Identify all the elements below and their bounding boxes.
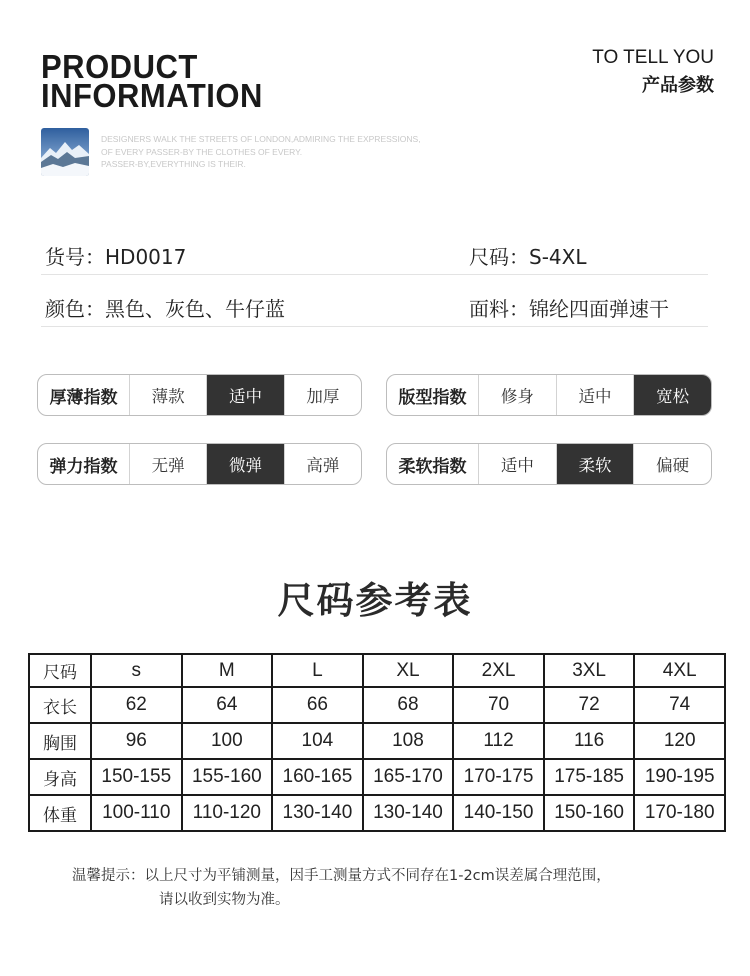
table-cell: 116	[544, 723, 635, 759]
table-cell: 112	[453, 723, 544, 759]
index-option-selected: 微弹	[207, 444, 284, 484]
note-line-2: 请以收到实物为准。	[159, 892, 290, 908]
table-cell: 66	[272, 687, 363, 723]
row-header: 体重	[29, 795, 91, 831]
index-label: 柔软指数	[387, 444, 479, 484]
index-label: 厚薄指数	[38, 375, 130, 415]
table-cell: 175-185	[544, 759, 635, 795]
table-cell: 130-140	[272, 795, 363, 831]
index-option: 偏硬	[656, 456, 690, 475]
title-line-2: INFORMATION	[41, 76, 263, 115]
table-cell: 100-110	[91, 795, 182, 831]
table-cell: 72	[544, 687, 635, 723]
table-cell: 190-195	[634, 759, 725, 795]
table-row	[29, 795, 725, 831]
fit-index	[386, 374, 712, 416]
row-header: 胸围	[29, 723, 91, 759]
fabric-info: 面料：锦纶四面弹速干	[469, 297, 669, 321]
mountain-thumbnail	[41, 128, 89, 176]
info-row-1	[41, 237, 708, 275]
table-cell: 4XL	[634, 654, 725, 687]
table-cell: 150-155	[91, 759, 182, 795]
table-cell: 2XL	[453, 654, 544, 687]
table-row	[29, 723, 725, 759]
index-option: 加厚	[306, 387, 340, 406]
title-line-1: PRODUCT	[41, 47, 198, 86]
table-cell: 96	[91, 723, 182, 759]
table-cell: 120	[634, 723, 725, 759]
table-cell: 70	[453, 687, 544, 723]
elasticity-index	[37, 443, 362, 485]
table-cell: 150-160	[544, 795, 635, 831]
index-option: 高弹	[306, 456, 340, 475]
table-cell: 64	[182, 687, 273, 723]
index-option-selected: 柔软	[557, 444, 635, 484]
table-cell: 3XL	[544, 654, 635, 687]
table-cell: 74	[634, 687, 725, 723]
index-label: 弹力指数	[38, 444, 130, 484]
color-info: 颜色：黑色、灰色、牛仔蓝	[45, 297, 285, 321]
index-option: 无弹	[130, 444, 207, 484]
slogan	[101, 133, 441, 171]
table-cell: 160-165	[272, 759, 363, 795]
table-cell: 100	[182, 723, 273, 759]
table-cell: 108	[363, 723, 454, 759]
table-cell: 170-180	[634, 795, 725, 831]
softness-index	[386, 443, 712, 485]
index-option-selected: 宽松	[634, 375, 711, 415]
table-cell: L	[272, 654, 363, 687]
index-option: 修身	[479, 375, 557, 415]
table-cell: 165-170	[363, 759, 454, 795]
slogan-line: DESIGNERS WALK THE STREETS OF LONDON,ADMIRING THE EXPRESSIONS,	[101, 134, 421, 144]
header-right	[592, 47, 714, 97]
table-cell: 140-150	[453, 795, 544, 831]
table-cell: 170-175	[453, 759, 544, 795]
table-row	[29, 759, 725, 795]
item-number: 货号：HD0017	[45, 245, 187, 269]
index-option: 薄款	[130, 375, 207, 415]
header-right-cn: 产品参数	[642, 75, 714, 96]
index-label: 版型指数	[387, 375, 479, 415]
table-cell: 155-160	[182, 759, 273, 795]
row-header: 尺码	[29, 654, 91, 687]
slogan-line: PASSER-BY,EVERYTHING IS THEIR.	[101, 159, 246, 169]
table-row	[29, 654, 725, 687]
slogan-line: OF EVERY PASSER-BY THE CLOTHES OF EVERY.	[101, 146, 303, 157]
index-option: 适中	[479, 444, 557, 484]
index-option: 适中	[557, 375, 635, 415]
table-cell: 110-120	[182, 795, 273, 831]
table-cell: s	[91, 654, 182, 687]
table-cell: 62	[91, 687, 182, 723]
size-range: 尺码：S-4XL	[469, 245, 587, 269]
size-chart-title: 尺码参考表	[277, 579, 473, 622]
info-row-2	[41, 289, 708, 327]
size-table	[28, 653, 726, 832]
row-header: 衣长	[29, 687, 91, 723]
table-cell: XL	[363, 654, 454, 687]
table-cell: 130-140	[363, 795, 454, 831]
thickness-index	[37, 374, 362, 416]
table-cell: M	[182, 654, 273, 687]
table-row	[29, 687, 725, 723]
index-option-selected: 适中	[207, 375, 284, 415]
page-title	[41, 47, 263, 115]
table-cell: 104	[272, 723, 363, 759]
row-header: 身高	[29, 759, 91, 795]
measurement-note	[72, 864, 611, 912]
table-cell: 68	[363, 687, 454, 723]
note-line-1: 温馨提示：以上尺寸为平铺测量，因手工测量方式不同存在1-2cm误差属合理范围，	[72, 868, 611, 884]
header-right-en: TO TELL YOU	[592, 47, 714, 68]
